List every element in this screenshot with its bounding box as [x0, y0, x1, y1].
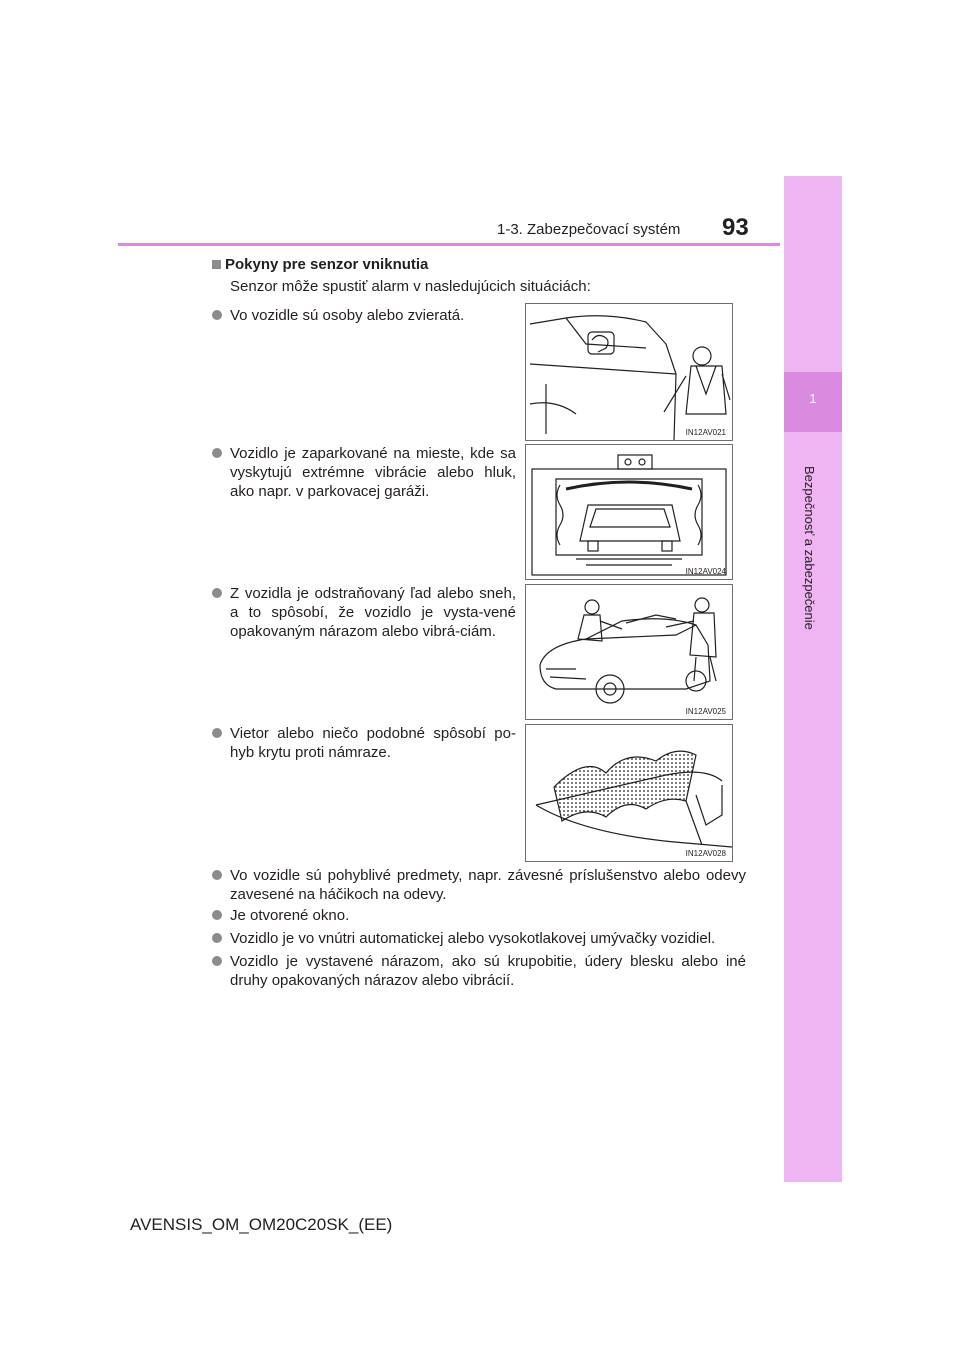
chapter-side-tab: [784, 176, 842, 1182]
bullet-icon: [212, 910, 222, 920]
list-item: [230, 906, 746, 925]
list-item-text: Vo vozidle sú pohyblivé predmety, napr. závesné príslušenstvo alebo odevy zavesené na háčikoch na odevy.: [230, 867, 746, 903]
list-item-text: Vozidlo je vo vnútri automatickej alebo vysokotlakovej umývačky vozidiel.: [230, 930, 716, 947]
figure-code: IN12AV021: [685, 428, 726, 437]
list-item-text: Vietor alebo niečo podobné spôsobí po-hyb krytu proti námraze.: [230, 725, 516, 761]
intro-text: Senzor môže spustiť alarm v nasledujúcich situáciách:: [230, 278, 591, 295]
bullet-icon: [212, 728, 222, 738]
illustration-frost-cover: [525, 724, 733, 862]
list-item-text: Vozidlo je zaparkované na mieste, kde sa vyskytujú extrémne vibrácie alebo hluk, ako napr. v parkovacej garáži.: [230, 445, 516, 500]
list-item: [230, 724, 516, 762]
chapter-number: 1: [809, 391, 817, 406]
bullet-icon: [212, 933, 222, 943]
page-number: 93: [722, 214, 749, 241]
section-title: 1-3. Zabezpečovací systém: [497, 221, 681, 238]
list-item-text: Vozidlo je vystavené nárazom, ako sú krupobitie, údery blesku alebo iné druhy opakovaných nárazov alebo vibrácií.: [230, 953, 746, 989]
figure-code: IN12AV028: [685, 849, 726, 858]
list-item-text: Z vozidla je odstraňovaný ľad alebo sneh, a to spôsobí, že vozidlo je vysta-vené opakovaným nárazom alebo vibrá-ciám.: [230, 585, 516, 640]
bullet-icon: [212, 870, 222, 880]
bullet-icon: [212, 448, 222, 458]
section-heading: [212, 256, 428, 273]
list-item-text: Vo vozidle sú osoby alebo zvieratá.: [230, 307, 465, 324]
list-item: [230, 866, 746, 904]
list-item: [230, 444, 516, 501]
section-heading-text: Pokyny pre senzor vniknutia: [225, 256, 429, 273]
list-item-text: Je otvorené okno.: [230, 907, 350, 924]
bullet-icon: [212, 956, 222, 966]
bullet-icon: [212, 310, 222, 320]
chapter-label: Bezpečnosť a zabezpečenie: [802, 466, 817, 630]
figure-code: IN12AV025: [685, 707, 726, 716]
illustration-removing-ice: [525, 584, 733, 720]
illustration-parking-garage: [525, 444, 733, 580]
list-item: [230, 929, 746, 948]
figure-code: IN12AV024: [685, 567, 726, 576]
list-item: [230, 952, 746, 990]
header-divider: [118, 243, 780, 246]
document-code: AVENSIS_OM_OM20C20SK_(EE): [130, 1215, 393, 1234]
square-bullet-icon: [212, 260, 221, 269]
list-item: [230, 306, 516, 325]
bullet-icon: [212, 588, 222, 598]
list-item: [230, 584, 516, 641]
illustration-dog-in-car: [525, 303, 733, 441]
